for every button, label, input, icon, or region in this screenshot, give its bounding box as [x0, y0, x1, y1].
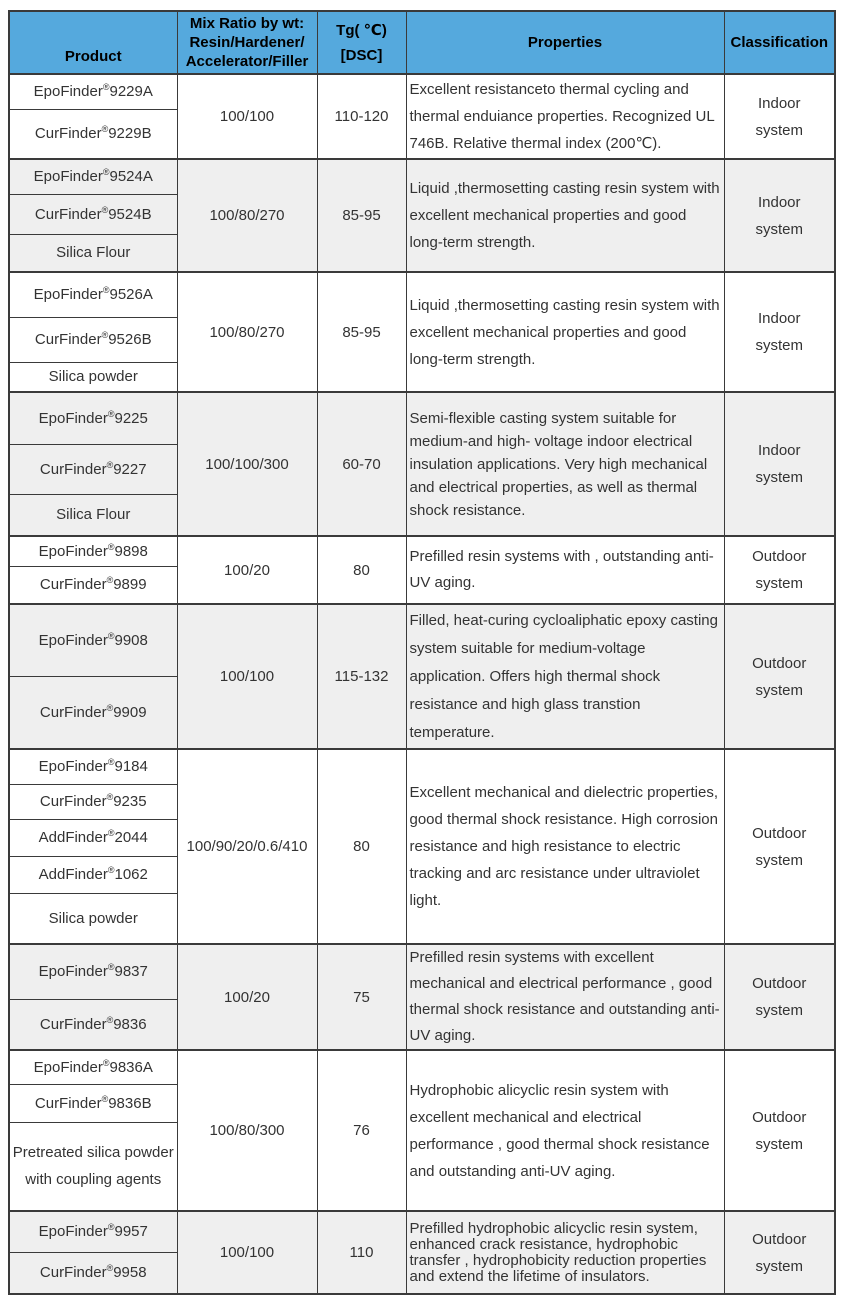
- classification-cell: Outdoor system: [724, 604, 835, 749]
- tg-cell: 110-120: [317, 74, 406, 159]
- column-header-tg: Tg( ℃) [DSC]: [317, 11, 406, 74]
- table-row: [9, 749, 835, 784]
- table-row: [9, 272, 835, 317]
- tg-cell: 80: [317, 536, 406, 604]
- classification-cell: Indoor system: [724, 272, 835, 392]
- tg-cell: 60-70: [317, 392, 406, 536]
- classification-cell: Outdoor system: [724, 1050, 835, 1211]
- product-spec-table: [8, 10, 836, 1295]
- mix-ratio-cell: 100/100: [177, 74, 317, 159]
- product-cell: EpoFinder®9225: [9, 392, 177, 444]
- tg-cell: 85-95: [317, 272, 406, 392]
- table-row: [9, 159, 835, 194]
- classification-cell: Outdoor system: [724, 749, 835, 944]
- properties-cell: Prefilled hydrophobic alicyclic resin system, enhanced crack resistance, hydrophobic transfer , hydrophobicity reduction properties and extend the lifetime of insulators.: [406, 1211, 724, 1294]
- mix-ratio-cell: 100/80/300: [177, 1050, 317, 1211]
- product-cell: CurFinder®9836: [9, 999, 177, 1050]
- column-header-product: Product: [9, 11, 177, 74]
- properties-cell: Excellent mechanical and dielectric properties, good thermal shock resistance. High corrosion resistance and high resistance to electric tracking and arc resistance under ultraviolet light.: [406, 749, 724, 944]
- product-cell: EpoFinder®9524A: [9, 159, 177, 194]
- mix-ratio-cell: 100/100: [177, 604, 317, 749]
- mix-ratio-cell: 100/100: [177, 1211, 317, 1294]
- product-cell: CurFinder®9899: [9, 566, 177, 604]
- product-cell: EpoFinder®9526A: [9, 272, 177, 317]
- tg-cell: 110: [317, 1211, 406, 1294]
- tg-cell: 76: [317, 1050, 406, 1211]
- classification-cell: Indoor system: [724, 74, 835, 159]
- header-row: [9, 11, 835, 74]
- mix-ratio-cell: 100/80/270: [177, 272, 317, 392]
- tg-cell: 80: [317, 749, 406, 944]
- product-cell: CurFinder®9229B: [9, 109, 177, 159]
- column-header-properties: Properties: [406, 11, 724, 74]
- properties-cell: Prefilled resin systems with , outstanding anti-UV aging.: [406, 536, 724, 604]
- product-cell: CurFinder®9235: [9, 784, 177, 819]
- product-cell: EpoFinder®9957: [9, 1211, 177, 1252]
- product-cell: Silica Flour: [9, 494, 177, 536]
- product-cell: CurFinder®9909: [9, 676, 177, 749]
- column-header-mix-ratio: Mix Ratio by wt: Resin/Hardener/ Accelerator/Filler: [177, 11, 317, 74]
- classification-cell: Indoor system: [724, 392, 835, 536]
- product-cell: EpoFinder®9908: [9, 604, 177, 676]
- properties-cell: Excellent resistanceto thermal cycling and thermal enduiance properties. Recognized UL 746B. Relative thermal index (200℃).: [406, 74, 724, 159]
- column-header-classification: Classification: [724, 11, 835, 74]
- product-cell: EpoFinder®9836A: [9, 1050, 177, 1084]
- tg-cell: 85-95: [317, 159, 406, 272]
- mix-ratio-cell: 100/80/270: [177, 159, 317, 272]
- tg-cell: 115-132: [317, 604, 406, 749]
- product-cell: EpoFinder®9898: [9, 536, 177, 566]
- properties-cell: Hydrophobic alicyclic resin system with excellent mechanical and electrical performance , good thermal shock resistance and outstanding anti-UV aging.: [406, 1050, 724, 1211]
- properties-cell: Prefilled resin systems with excellent mechanical and electrical performance , good thermal shock resistance and outstanding anti-UV aging.: [406, 944, 724, 1050]
- product-cell: CurFinder®9227: [9, 444, 177, 494]
- classification-cell: Outdoor system: [724, 536, 835, 604]
- product-cell: Silica powder: [9, 362, 177, 392]
- product-cell: AddFinder®1062: [9, 856, 177, 893]
- product-cell: EpoFinder®9837: [9, 944, 177, 999]
- product-cell: CurFinder®9836B: [9, 1084, 177, 1122]
- table-row: [9, 604, 835, 676]
- properties-cell: Liquid ,thermosetting casting resin system with excellent mechanical properties and good long-term strength.: [406, 159, 724, 272]
- tg-cell: 75: [317, 944, 406, 1050]
- product-cell: AddFinder®2044: [9, 819, 177, 856]
- product-cell: Silica Flour: [9, 234, 177, 272]
- mix-ratio-cell: 100/90/20/0.6/410: [177, 749, 317, 944]
- table-row: [9, 1211, 835, 1252]
- table-row: [9, 392, 835, 444]
- table-row: [9, 944, 835, 999]
- table-header: [9, 11, 835, 74]
- product-cell: EpoFinder®9229A: [9, 74, 177, 109]
- product-cell: Silica powder: [9, 893, 177, 944]
- table-body: [9, 74, 835, 1294]
- mix-ratio-cell: 100/100/300: [177, 392, 317, 536]
- classification-cell: Indoor system: [724, 159, 835, 272]
- classification-cell: Outdoor system: [724, 1211, 835, 1294]
- mix-ratio-cell: 100/20: [177, 536, 317, 604]
- product-cell: CurFinder®9958: [9, 1252, 177, 1294]
- product-cell: EpoFinder®9184: [9, 749, 177, 784]
- properties-cell: Liquid ,thermosetting casting resin system with excellent mechanical properties and good long-term strength.: [406, 272, 724, 392]
- properties-cell: Filled, heat-curing cycloaliphatic epoxy casting system suitable for medium-voltage application. Offers high thermal shock resistance and high glass transtion temperature.: [406, 604, 724, 749]
- table-row: [9, 74, 835, 109]
- classification-cell: Outdoor system: [724, 944, 835, 1050]
- table-row: [9, 1050, 835, 1084]
- product-cell: CurFinder®9526B: [9, 317, 177, 362]
- properties-cell: Semi-flexible casting system suitable for medium-and high- voltage indoor electrical insulation applications. Very high mechanical and electrical properties, as well as thermal shock resistance.: [406, 392, 724, 536]
- product-cell: CurFinder®9524B: [9, 194, 177, 234]
- mix-ratio-cell: 100/20: [177, 944, 317, 1050]
- table-row: [9, 536, 835, 566]
- product-cell: Pretreated silica powder with coupling agents: [9, 1122, 177, 1211]
